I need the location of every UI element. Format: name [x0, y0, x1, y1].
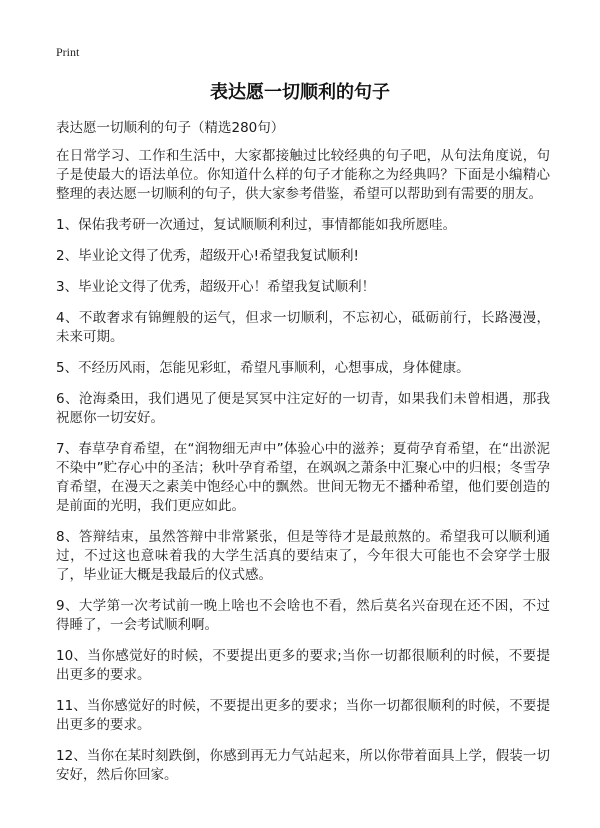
article-body: [56, 118, 550, 797]
list-item: 7、春草孕育希望，在“润物细无声中”体验心中的滋养；夏荷孕育希望，在“出淤泥不染中”贮存心中的圣洁；秋叶孕育希望，在飒飒之萧条中汇聚心中的归根；冬雪孕育希望，在漫天之素美中饱经心中的飘然。世间无物无不播种希望，他们要创造的是前面的光明，我们更应如此。: [56, 441, 550, 514]
list-item: 4、不敢奢求有锦鲤般的运气，但求一切顺利，不忘初心，砥砺前行，长路漫漫，未来可期。: [56, 310, 550, 345]
list-item: 3、毕业论文得了优秀，超级开心！希望我复试顺利！: [56, 279, 376, 295]
list-item: 6、沧海桑田，我们遇见了便是冥冥中注定好的一切青，如果我们未曾相遇，那我祝愿你一切安好。: [56, 391, 550, 426]
list-item: 8、答辩结束，虽然答辩中非常紧张，但是等待才是最煎熬的。希望我可以顺利通过，不过这也意味着我的大学生活真的要结束了，今年很大可能也不会穿学士服了，毕业证大概是我最后的仪式感。: [56, 529, 550, 583]
list-item: 11、当你感觉好的时候，不要提出更多的要求；当你一切都很顺利的时候，不要提出更多的要求。: [56, 698, 550, 733]
list-item: 10、当你感觉好的时候，不要提出更多的要求;当你一切都很顺利的时候，不要提出更多的要求。: [56, 648, 550, 683]
list-item: 12、当你在某时刻跌倒，你感到再无力气站起来，所以你带着面具上学，假装一切安好，然后你回家。: [56, 748, 550, 783]
print-link[interactable]: Print: [56, 45, 80, 59]
page-title: 表达愿一切顺利的句子: [210, 82, 390, 103]
list-item: 2、毕业论文得了优秀，超级开心!希望我复试顺利!: [56, 248, 359, 264]
article-intro: 在日常学习、工作和生活中，大家都接触过比较经典的句子吧，从句法角度说，句子是使最大的语法单位。你知道什么样的句子才能称之为经典吗？下面是小编精心整理的表达愿一切顺利的句子，供大家参考借鉴，希望可以帮助到有需要的朋友。: [56, 148, 550, 202]
list-item: 9、大学第一次考试前一晚上啥也不会啥也不看，然后莫名兴奋现在还不困，不过得睡了，一会考试顺利啊。: [56, 598, 550, 633]
list-item: 1、保佑我考研一次通过，复试顺顺利利过，事情都能如我所愿哇。: [56, 217, 457, 233]
list-item: 5、不经历风雨，怎能见彩虹，希望凡事顺利，心想事成，身体健康。: [56, 360, 470, 376]
article-subtitle: 表达愿一切顺利的句子（精选280句）: [56, 120, 285, 136]
